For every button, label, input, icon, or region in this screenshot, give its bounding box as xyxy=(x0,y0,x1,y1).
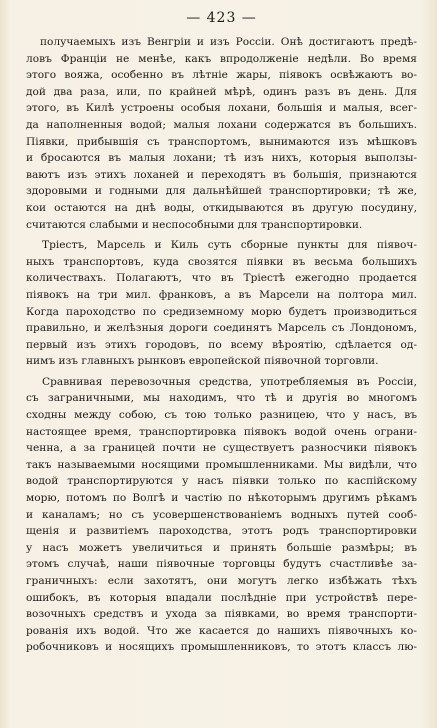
text-line: дой два раза, или, по крайней мѣрѣ, одинъ разъ въ день. Для xyxy=(26,85,417,98)
text-line: первый изъ этихъ городовъ, по всему вѣроятію, сдѣлается од- xyxy=(26,338,417,351)
text-line: и каналамъ; но съ усовершенствованіемъ водныхъ путей сооб- xyxy=(26,508,417,521)
text-line: ловъ Франціи не менѣе, какъ впродолженіе недѣли. Во время xyxy=(26,52,417,65)
text-line: нимъ изъ главныхъ рынковъ европейской піявочной торговли. xyxy=(26,355,379,368)
text-line: кои остаются на днѣ воды, откидываются въ другую посудину, xyxy=(26,201,417,214)
text-line: робочниковъ и носящихъ промышленниковъ, то этотъ классъ лю- xyxy=(26,641,417,654)
page-number: — 423 — xyxy=(186,10,257,26)
text-line: рованія ихъ водой. Что же касается до нашихъ піявочныхъ ко- xyxy=(26,624,417,637)
text-line: піявокъ на три мил. франковъ, а въ Марсели на полтора мил. xyxy=(26,288,417,301)
paragraph xyxy=(26,374,417,656)
paragraph xyxy=(26,237,417,370)
text-line: щенія и развитіемъ пароходства, этотъ родъ транспортировки xyxy=(26,525,417,538)
text-line: ныхъ транспортовъ, куда свозятся піявки въ весьма большихъ xyxy=(26,255,417,268)
text-line: этомъ случаѣ, наши піявочные торговцы будутъ счастливѣе за- xyxy=(26,558,417,571)
text-line: съ заграничными, мы находимъ, что тѣ и другія во многомъ xyxy=(26,392,417,405)
text-line: здоровыми и годными для дальнѣйшей транспортировки; тѣ же, xyxy=(26,185,417,198)
text-line: количествахъ. Полагаютъ, что въ Тріестѣ ежегодно продается xyxy=(26,272,417,285)
text-line: ченна, а за границей почти не существуетъ разносчики піявокъ xyxy=(26,442,417,455)
paragraph xyxy=(26,34,417,233)
text-line: возочныхъ средствъ и ухода за піявками, во время транспорти- xyxy=(26,608,417,621)
text-line: этого вояжа, особенно въ лѣтніе жары, піявокъ освѣжаютъ во- xyxy=(26,69,417,82)
text-line: этого, въ Килѣ устроены особыя лохани, большія и малыя, всег- xyxy=(26,102,417,115)
text-line: да наполненныя водой; малыя лохани содержатся въ большихъ. xyxy=(26,118,417,131)
text-line: Тріестъ, Марсель и Киль суть сборные пункты для піявоч- xyxy=(42,239,417,252)
text-line: такъ называемыми носящими промышленниками. Мы видѣли, что xyxy=(26,458,417,471)
text-line: Когда пароходство по средиземному морю будетъ производиться xyxy=(26,305,417,318)
text-line: правильно, и желѣзныя дороги соединятъ Марсель съ Лондономъ, xyxy=(26,322,417,335)
text-line: получаемыхъ изъ Венгріи и изъ Россіи. Онѣ достигаютъ предѣ- xyxy=(40,36,417,48)
text-line: у насъ можетъ увеличиться и принять большіе размѣры; въ xyxy=(26,541,417,554)
text-line: и бросаются въ малыя лохани; тѣ изъ нихъ, которыя выползы- xyxy=(26,152,417,165)
text-line: считаются слабыми и неспособными для транспортировки. xyxy=(26,218,363,231)
text-line: ошибокъ, въ которыя впадали послѣдніе при устройствѣ пере- xyxy=(26,591,417,604)
text-line: сходны между собою, съ тою только разницею, что у насъ, въ xyxy=(26,409,417,422)
page-body xyxy=(26,34,417,656)
text-line: Піявки, прибывшія съ транспортомъ, вынимаются изъ мѣшковъ xyxy=(26,135,417,148)
text-line: водой транспортируются у насъ піявки только по каспійскому xyxy=(26,475,417,488)
text-line: морю, потомъ по Волгѣ и частію по нѣкоторымъ другимъ рѣкамъ xyxy=(26,492,417,505)
text-line: граничныхъ: если захотятъ, они могутъ легко избѣжать тѣхъ xyxy=(26,575,417,587)
text-line: настоящее время, транспортировка піявокъ водой очень ограни- xyxy=(26,425,417,438)
text-line: Сравнивая перевозочныя средства, употребляемыя въ Россіи, xyxy=(42,375,417,388)
text-line: ваютъ изъ этихъ лоханей и переходятъ въ большія, признаются xyxy=(26,168,417,181)
